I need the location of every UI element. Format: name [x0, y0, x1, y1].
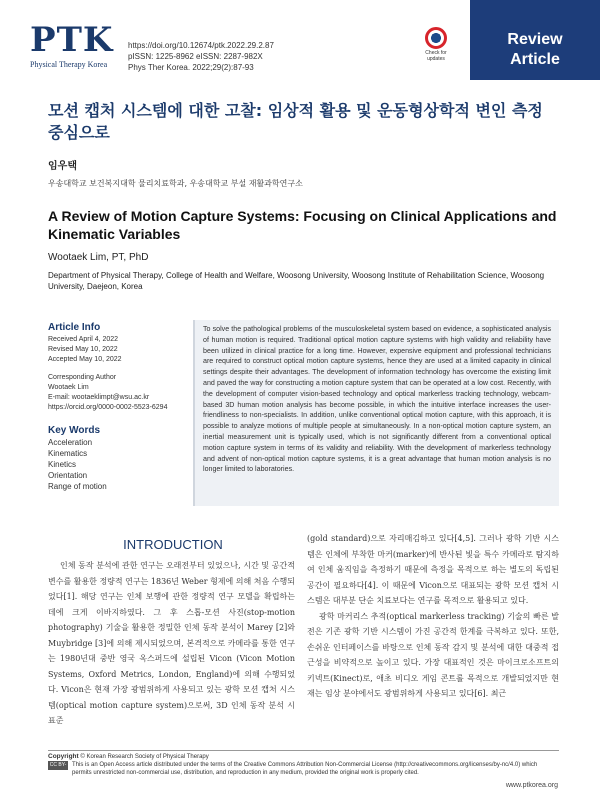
logo-subtitle: Physical Therapy Korea: [30, 60, 108, 69]
keyword-item: Orientation: [48, 471, 88, 480]
abstract: To solve the pathological problems of the musculoskeletal system based on evidence, a sophisticated analysis of human motion is required. Traditional optical motion capture systems with high validity and reliability have been utilized in clinical practice for a long time. However, expensive equipment and professional technicians are required to construct optical motion capture systems, hence they are used at a limited capacity in clinical settings despite their advantages. The development of information technology has overcome the existing limit and paved the way for constructing a motion capture system that can be operated at a low cost. Recently, with the development of computer vision-based technology and optical markerless tracking technology, webcam-based 3D human motion analysis has become possible, in which the intuitive interface increases the user-friendliness to non-specialists. In addition, unlike conventional optical motion capture, with this approach, it is possible to analyze motions of multiple people at simultaneously. In a non-optical motion capture system, an inertial measurement unit is typically used, which is not significantly different from a conventional optical motion capture system in terms of its validity and reliability. With the development of markerless technology and advent of non-optical motion capture systems, it is a great advantage that human motion analysis is no longer limited to laboratories.: [193, 320, 559, 506]
corresponding-orcid[interactable]: https://orcid.org/0000-0002-5523-6294: [48, 404, 168, 411]
article-type-line2: Article: [510, 51, 560, 68]
keywords-heading: Key Words: [48, 425, 101, 436]
introduction-heading: INTRODUCTION: [123, 537, 223, 552]
updates-icon: [425, 27, 447, 49]
author-korean: 임우택: [48, 161, 77, 172]
corresponding-name: Wootaek Lim: [48, 384, 89, 391]
article-type-box: [470, 0, 600, 80]
license-text: This is an Open Access article distributed under the terms of the Creative Commons Attribution Non-Commercial License (http://creativecommons.org/licenses/by-nc/4.0) which permits unrestricted non-commercial use, distribution, and reproduction in any medium, provided the original work is properly cited.: [72, 762, 538, 776]
body-column-right: [307, 531, 559, 702]
keyword-item: Kinetics: [48, 460, 77, 469]
article-info-heading: Article Info: [48, 322, 101, 333]
received-date: Received April 4, 2022: [48, 336, 119, 343]
copyright-text: © Korean Research Society of Physical Therapy: [80, 754, 209, 760]
check-for-updates-badge[interactable]: [420, 27, 452, 67]
keyword-item: Acceleration: [48, 438, 93, 447]
badge-label: Check for updates: [425, 50, 447, 62]
corresponding-email[interactable]: E-mail: wootaeklimpt@wsu.ac.kr: [48, 394, 150, 401]
revised-date: Revised May 10, 2022: [48, 346, 118, 353]
keyword-item: Range of motion: [48, 482, 107, 491]
affiliation-english: Department of Physical Therapy, College of Health and Welfare, Woosong University, Woosong Institute of Rehabilitation Science, Woosong University, Daejeon, Korea: [48, 271, 545, 291]
title-english: A Review of Motion Capture Systems: Focusing on Clinical Applications and Kinematic Variables: [48, 208, 557, 242]
issn: pISSN: 1225-8962 eISSN: 2287-982X: [128, 52, 263, 61]
keyword-item: Kinematics: [48, 449, 88, 458]
body-paragraph: (gold standard)으로 자리매김하고 있다[4,5]. 그러나 광학 기반 시스템은 인체에 부착한 마커(marker)에 반사된 빛을 특수 카메라로 탐지하여 인체 움직임을 측정하기 때문에 측정을 목적으로 하는 별도의 독립된 공간이 필요하다[4]. 이 때문에 Vicon으로 대표되는 광학 모션 캡처 시스템은 대부분 단순 치료보다는 연구를 목적으로 활용되고 있다.: [307, 534, 559, 605]
journal-url[interactable]: www.ptkorea.org: [505, 782, 558, 789]
corresponding-heading: Corresponding Author: [48, 374, 117, 381]
doi-link[interactable]: https://doi.org/10.12674/ptk.2022.29.2.87: [128, 41, 274, 50]
logo-mark: PTK: [30, 20, 114, 60]
citation: Phys Ther Korea. 2022;29(2):87-93: [128, 63, 254, 72]
cc-license-icon: CC BY-NC: [49, 762, 67, 777]
body-column-left: 인체 동작 분석에 관한 연구는 오래전부터 있었으나, 시간 및 공간적 변수를 활용한 정량적 연구는 1836년 Weber 형제에 의해 처음 수행되었다[1]. 해당 연구는 인체 보행에 관한 정량적 연구 모델을 확립하는 데에 크게 이바지하였다. 그 후 스톱-모션 사진(stop-motion photography) 기술을 활용한 정밀한 인체 동작 분석이 Marey [2]와 Muybridge [3]에 의해 제시되었으며, 본격적으로 카메라를 통한 연구는 1980년대 중반 영국 옥스퍼드에 설립된 Vicon (Vicon Motion Systems, Oxford Metrics, London, England)에 의해 수행되었다. Vicon은 현재 가장 광범위하게 사용되고 있는 광학 모션 캡처 시스템(optical motion capture system)으로써, 3D 인체 동작 분석 시 표준: [48, 561, 295, 725]
copyright-notice: [48, 750, 559, 777]
body-paragraph: 광학 마커리스 추적(optical markerless tracking) 기술의 빠른 발전은 기존 광학 기반 시스템이 가진 공간적 한계를 극복하고 있다. 또한, 손쉬운 인터페이스를 바탕으로 인체 동작 감지 및 분석에 대한 대중적 접근성을 비약적으로 높이고 있다. 가장 대표적인 것은 마이크로소프트의 키넥트(Kinect)로, 애초 비디오 게임 콘트롤 목적으로 개발되었지만 현재는 임상 분야에서도 광범위하게 사용되고 있다[6]. 최근: [307, 611, 559, 698]
title-korean: 모션 캡처 시스템에 대한 고찰: 임상적 활용 및 운동형상학적 변인 측정 중심으로: [48, 101, 543, 142]
copyright-label: Copyright: [48, 753, 79, 760]
affiliation-korean: 우송대학교 보건복지대학 물리치료학과, 우송대학교 부설 재활과학연구소: [48, 179, 303, 188]
journal-logo: [30, 20, 114, 69]
article-type-line1: Review: [507, 31, 563, 48]
author-english: Wootaek Lim, PT, PhD: [48, 252, 149, 263]
publication-meta: [128, 40, 274, 73]
article-info: [48, 322, 188, 492]
accepted-date: Accepted May 10, 2022: [48, 356, 122, 363]
